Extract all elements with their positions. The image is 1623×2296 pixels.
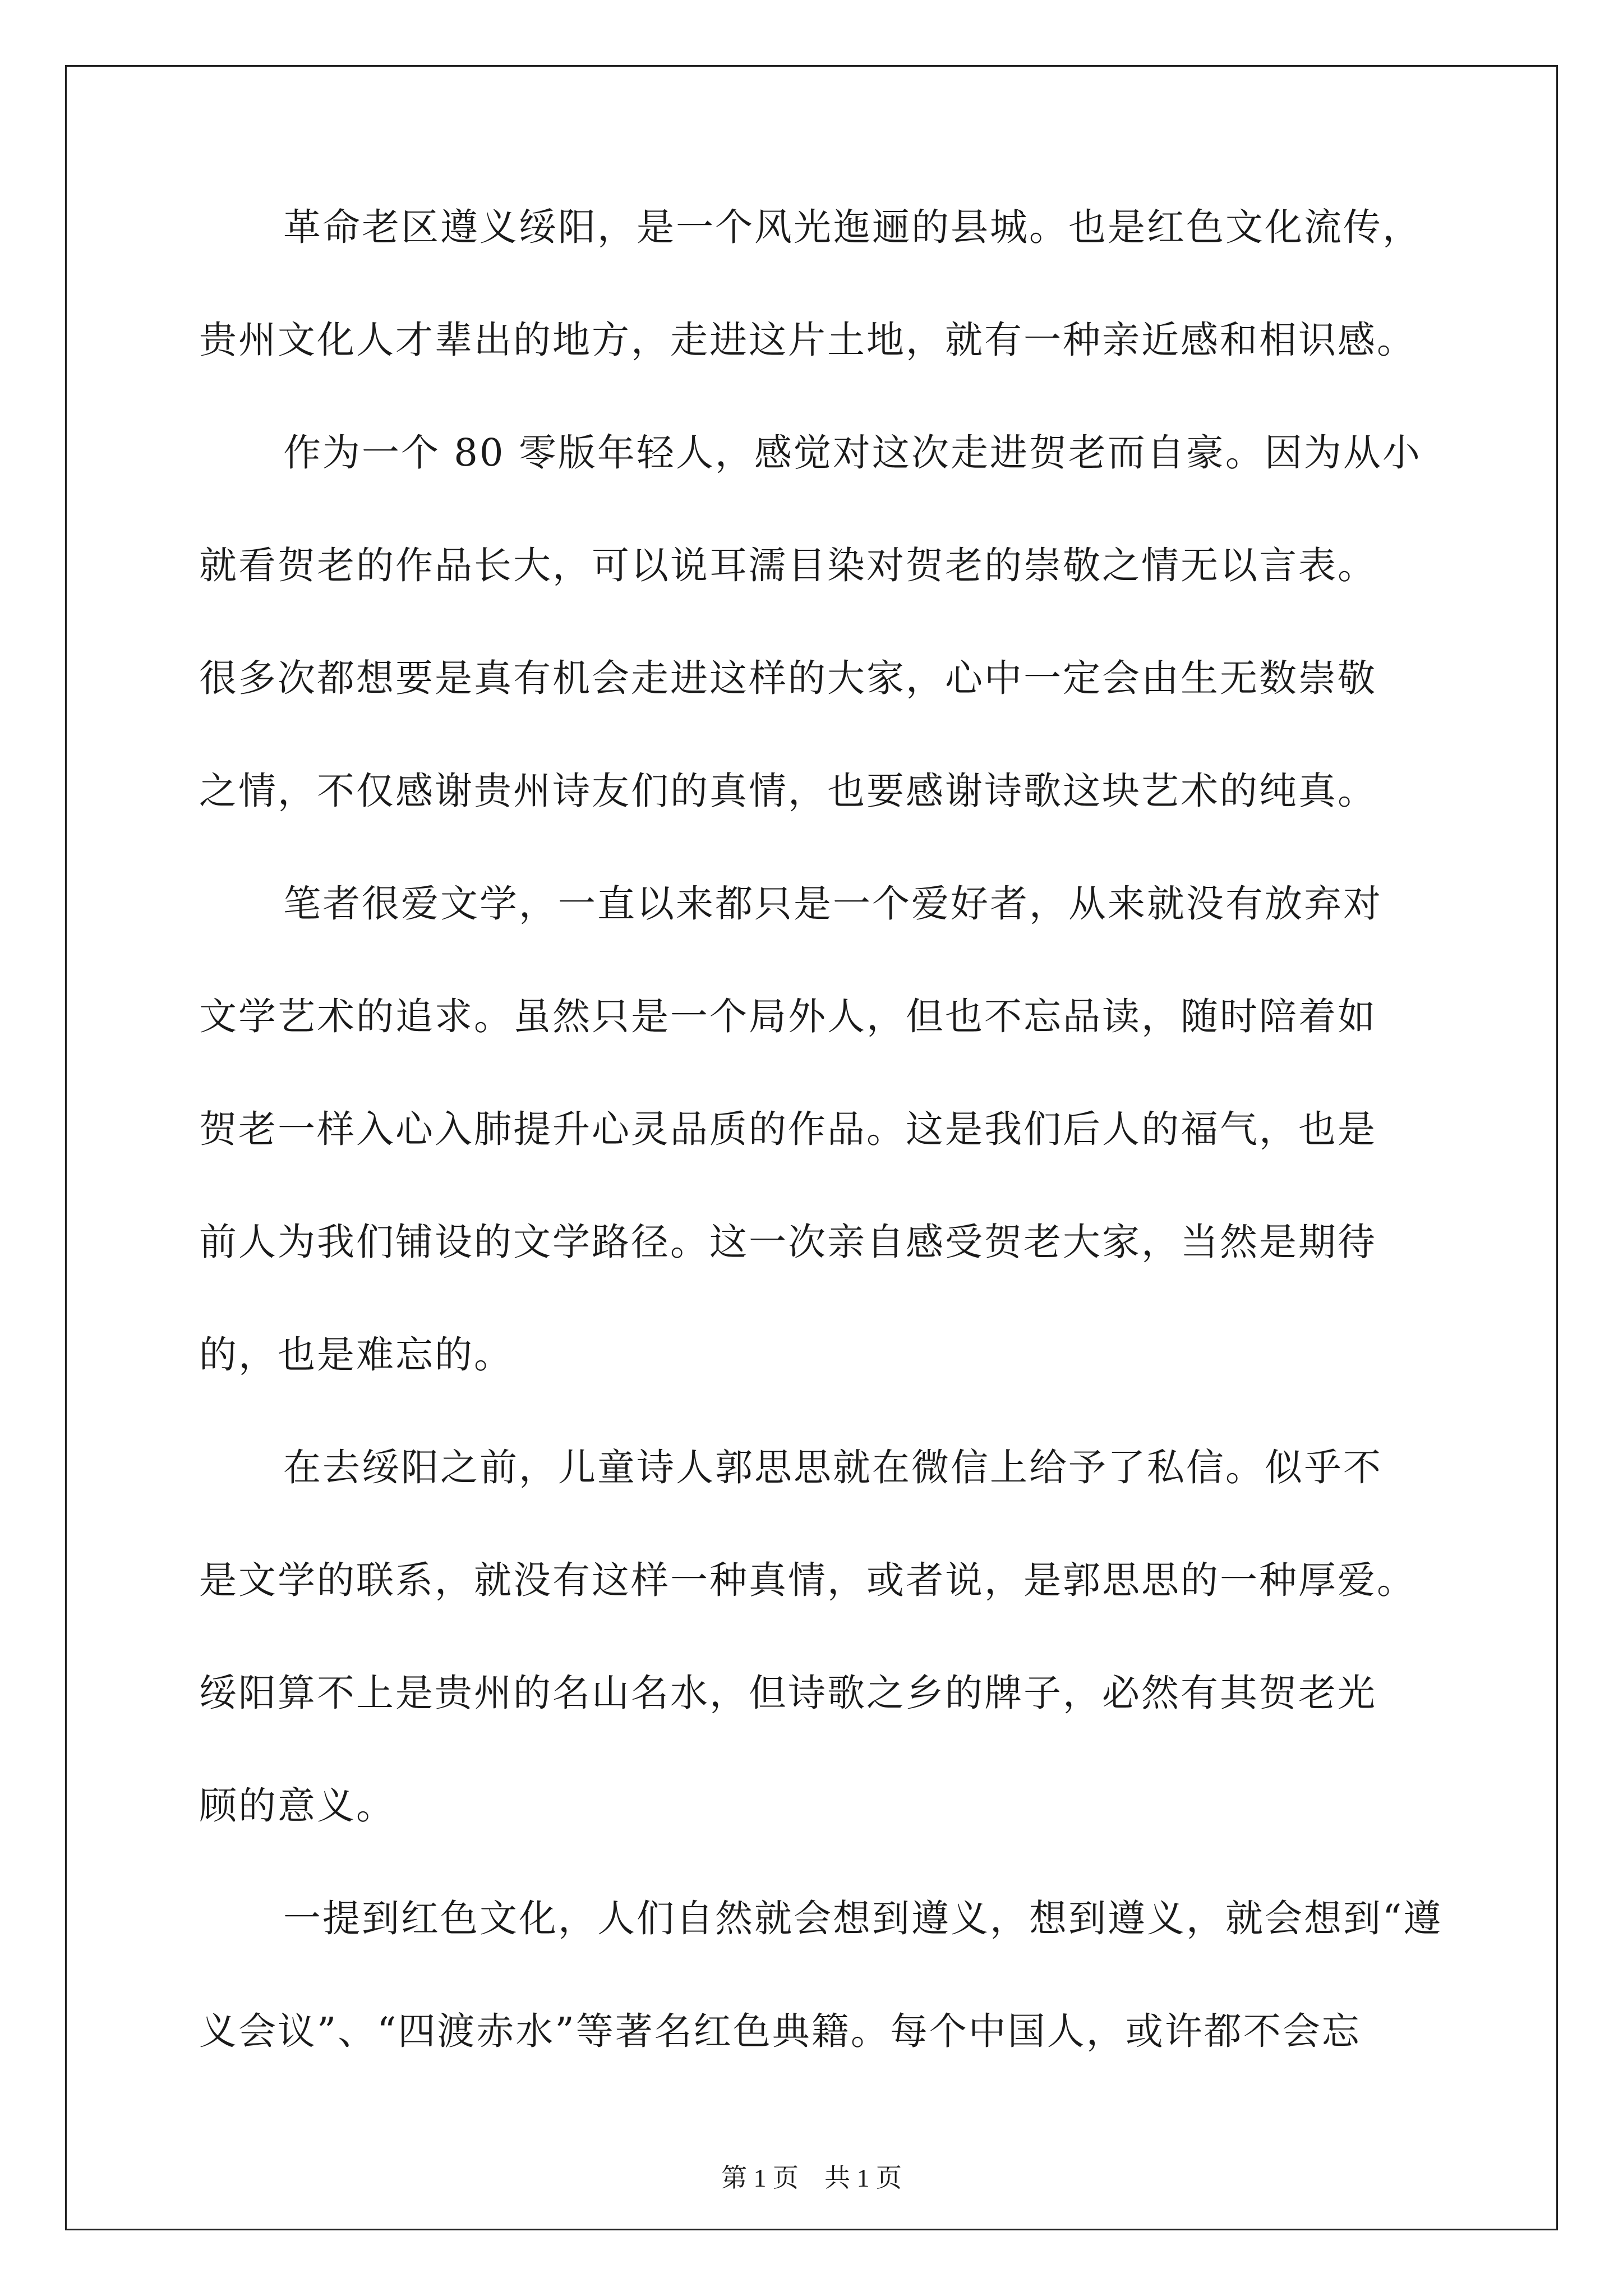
text-line: 文学艺术的追求。虽然只是一个局外人，但也不忘品读，随时陪着如: [199, 995, 1377, 1038]
page-footer: [0, 2165, 1623, 2191]
text-line: 顾的意义。: [199, 1784, 395, 1828]
text-line: 义会议”、“四渡赤水”等著名红色典籍。每个中国人，或许都不会忘: [199, 2009, 1361, 2053]
text-line: 前人为我们铺设的文学路径。这一次亲自感受贺老大家，当然是期待: [199, 1220, 1377, 1264]
text-line: 一提到红色文化，人们自然就会想到遵义，想到遵义，就会想到“遵: [283, 1897, 1443, 1940]
document-body: [199, 205, 1455, 2053]
text-line: 贵州文化人才辈出的地方，走进这片土地，就有一种亲近感和相识感。: [199, 318, 1416, 362]
text-line: 绥阳算不上是贵州的名山名水，但诗歌之乡的牌子，必然有其贺老光: [199, 1671, 1377, 1715]
text-line: 贺老一样入心入肺提升心灵品质的作品。这是我们后人的福气，也是: [199, 1107, 1377, 1151]
text-line: 之情，不仅感谢贵州诗友们的真情，也要感谢诗歌这块艺术的纯真。: [199, 769, 1377, 813]
page-number: 第 1 页: [721, 2164, 799, 2192]
text-line: 笔者很爱文学，一直以来都只是一个爱好者，从来就没有放弃对: [283, 882, 1382, 926]
page-total: 共 1 页: [824, 2164, 902, 2192]
text-line: 很多次都想要是真有机会走进这样的大家，心中一定会由生无数崇敬: [199, 656, 1377, 700]
text-line: 的，也是难忘的。: [199, 1333, 513, 1377]
text-line: 作为一个 80 零版年轻人，感觉对这次走进贺老而自豪。因为从小: [283, 431, 1422, 475]
text-line: 是文学的联系，就没有这样一种真情，或者说，是郭思思的一种厚爱。: [199, 1558, 1416, 1602]
text-line: 就看贺老的作品长大，可以说耳濡目染对贺老的崇敬之情无以言表。: [199, 544, 1377, 587]
text-line: 革命老区遵义绥阳，是一个风光迤逦的县城。也是红色文化流传，: [283, 205, 1422, 249]
text-line: 在去绥阳之前，儿童诗人郭思思就在微信上给予了私信。似乎不: [283, 1446, 1382, 1489]
